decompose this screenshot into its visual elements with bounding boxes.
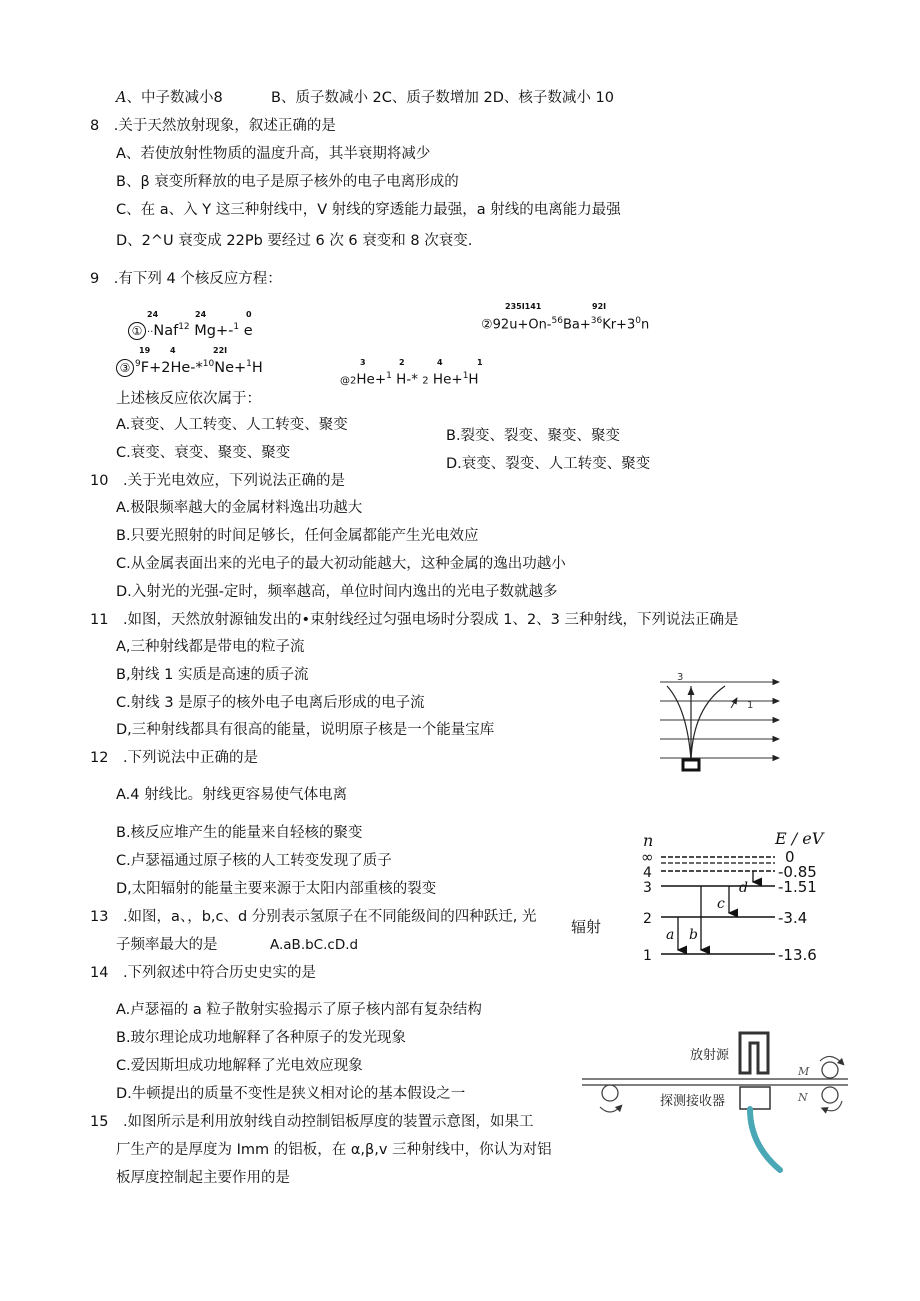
eq3-body: ③ $^9$F+2He-*$^{10}$Ne+$^1$H <box>116 355 263 377</box>
q7-option-a: A、中子数减小8 <box>116 90 223 106</box>
q13-stem-line1: 13 .如图，a、，b,c、d 分别表示氢原子在不同能级间的四种跃迁, 光 <box>90 909 537 925</box>
q8-option-a: A、若使放射性物质的温度升高，其半衰期将减少 <box>116 146 431 162</box>
q14-option-a: A.卢瑟福的 a 粒子散射实验揭示了原子核内部有复杂结构 <box>116 1002 482 1018</box>
eq1-body: ① ··Naf$^{12}$ Mg+-$^1$ e <box>128 318 253 342</box>
level-3-e: -1.51 <box>778 878 817 896</box>
q13-options: A.aB.bC.cD.d <box>270 937 359 953</box>
q9-option-c: C.衰变、衰变、聚变、聚变 <box>116 445 291 461</box>
eq4-body: @2He+$^1$ H-* 2 He+$^1$H <box>340 371 479 388</box>
q12-stem: 12 .下列说法中正确的是 <box>90 750 259 766</box>
radiation-source-label: 放射源 <box>690 1048 730 1063</box>
eq3-top-b: 4 <box>170 346 176 355</box>
q13-stem-line2: 子频率最大的是 <box>116 937 218 953</box>
transition-b-label: b <box>689 927 698 943</box>
level-4-e: -0.85 <box>778 863 817 881</box>
q13-side-label: 辐射 <box>571 918 602 936</box>
q14-option-b: B.玻尔理论成功地解释了各种原子的发光现象 <box>116 1030 407 1046</box>
q10-option-d: D.入射光的光强-定时，频率越高，单位时间内逸出的光电子数就越多 <box>116 584 558 600</box>
roller-n-label: N <box>798 1091 808 1104</box>
q14-option-c: C.爱因斯坦成功地解释了光电效应现象 <box>116 1058 363 1074</box>
q14-stem: 14 .下列叙述中符合历史史实的是 <box>90 965 317 981</box>
q9-stem: 9 .有下列 4 个核反应方程： <box>90 271 282 287</box>
q11-option-a: A,三种射线都是带电的粒子流 <box>116 639 305 655</box>
eq1-top-c: 0 <box>246 310 252 319</box>
level-inf-n: ∞ <box>641 848 654 866</box>
q10-stem: 10 .关于光电效应，下列说法正确的是 <box>90 473 346 489</box>
eq4-top-a: 3 <box>360 358 366 367</box>
eq1-top-b: 24 <box>195 310 207 319</box>
e-axis-label: E / eV <box>775 829 824 848</box>
q10-option-a: A.极限频率越大的金属材料逸出功越大 <box>116 500 363 516</box>
q11-stem: 11 .如图，天然放射源铀发出的•束射线经过匀强电场时分裂成 1、2、3 三种射线，下列说法正确是 <box>90 612 739 628</box>
q11-option-b: B,射线 1 实质是高速的质子流 <box>116 667 309 683</box>
transition-d-label: d <box>739 880 748 896</box>
q15-line2: 厂生产的是厚度为 Imm 的铝板，在 α,β,v 三种射线中，你认为对铝 <box>116 1142 552 1158</box>
level-1-n: 1 <box>643 948 652 964</box>
roller-m-label: M <box>798 1065 810 1078</box>
q8-option-d: D、2^U 衰变成 22Pb 要经过 6 次 6 衰变和 8 次衰变. <box>116 233 473 249</box>
eq3-top-a: 19 <box>139 346 151 355</box>
q7-options-b-d: B、质子数减小 2C、质子数增加 2D、核子数减小 10 <box>271 90 614 106</box>
eq2-top-b: 92I <box>592 302 607 311</box>
detector-label: 探测接收器 <box>660 1094 726 1109</box>
energy-level-diagram <box>635 826 845 968</box>
ray-1-label: 1 <box>747 700 754 711</box>
eq3-number: ③ <box>116 359 134 377</box>
q14-option-d: D.牛顿提出的质量不变性是狭义相对论的基本假设之一 <box>116 1086 466 1102</box>
n-axis-label: n <box>643 831 654 850</box>
transition-c-label: c <box>717 896 725 912</box>
q8-stem: 8 .关于天然放射现象，叙述正确的是 <box>90 118 336 134</box>
radiation-field-figure <box>655 668 785 780</box>
q12-option-b: B.核反应堆产生的能量来自轻核的聚变 <box>116 825 363 841</box>
eq4-top-d: 1 <box>477 358 483 367</box>
level-3-n: 3 <box>643 880 652 896</box>
q12-option-a: A.4 射线比。射线更容易使气体电离 <box>116 787 348 803</box>
q11-option-c: C.射线 3 是原子的核外电子电离后形成的电子流 <box>116 695 425 711</box>
level-4-n: 4 <box>643 865 652 881</box>
eq2-body: $②92u+On-^{56}Ba+^{36}Kr+3^0n$ <box>481 316 650 333</box>
q9-option-a: A.衰变、人工转变、人工转变、聚变 <box>116 417 348 433</box>
eq1-number: ① <box>128 322 146 340</box>
level-2-e: -3.4 <box>778 909 808 927</box>
transition-a-label: a <box>666 927 675 943</box>
q8-option-c: C、在 a、入 Y 这三种射线中，V 射线的穿透能力最强，a 射线的电离能力最强 <box>116 202 621 218</box>
q11-option-d: D,三种射线都具有很高的能量，说明原子核是一个能量宝库 <box>116 722 495 738</box>
eq4-top-b: 2 <box>399 358 405 367</box>
q9-option-b: B.裂变、裂变、聚变、聚变 <box>446 428 621 444</box>
level-2-n: 2 <box>643 911 652 927</box>
eq4-top-c: 4 <box>437 358 443 367</box>
level-1-e: -13.6 <box>778 946 817 964</box>
q12-option-d: D,太阳辐射的能量主要来源于太阳内部重核的裂变 <box>116 881 437 897</box>
level-inf-e: 0 <box>785 848 795 866</box>
eq2-top-a: 235I141 <box>505 302 542 311</box>
ray-3-label: 3 <box>677 672 684 683</box>
q10-option-c: C.从金属表面出来的光电子的最大初动能越大，这种金属的逸出功越小 <box>116 556 566 572</box>
q8-option-b: B、β 衰变所释放的电子是原子核外的电子电离形成的 <box>116 174 459 190</box>
q9-option-d: D.衰变、裂变、人工转变、聚变 <box>446 456 651 472</box>
q9-intro: 上述核反应依次属于： <box>116 391 261 407</box>
eq3-top-c: 22I <box>213 346 228 355</box>
thickness-control-figure <box>580 1025 850 1185</box>
eq1-top-a: 24 <box>147 310 159 319</box>
q12-option-c: C.卢瑟福通过原子核的人工转变发现了质子 <box>116 853 392 869</box>
q15-line1: 15 .如图所示是利用放射线自动控制铝板厚度的装置示意图，如果工 <box>90 1114 534 1130</box>
q10-option-b: B.只要光照射的时间足够长，任何金属都能产生光电效应 <box>116 528 479 544</box>
q15-line3: 板厚度控制起主要作用的是 <box>116 1170 290 1186</box>
